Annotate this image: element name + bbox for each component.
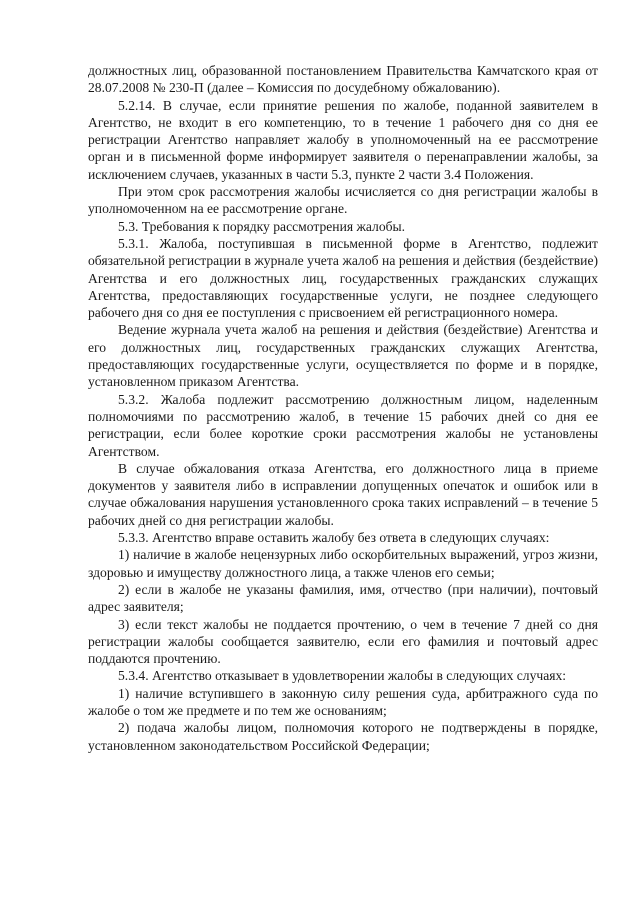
- paragraph-term-calculation: При этом срок рассмотрения жалобы исчисляется со дня регистрации жалобы в уполномоченном на ее рассмотрение органе.: [88, 184, 598, 217]
- list-item-5-3-4-2: 2) подача жалобы лицом, полномочия которого не подтверждены в порядке, установленном законодательством Российской Федерации;: [88, 720, 598, 753]
- paragraph-commission-continuation: должностных лиц, образованной постановлением Правительства Камчатского края от 28.07.2008 № 230-П (далее – Комиссия по досудебному обжалованию).: [88, 63, 598, 96]
- paragraph-refusal-appeal: В случае обжалования отказа Агентства, его должностного лица в приеме документов у заявителя либо в исправлении допущенных опечаток и ошибок или в случае обжалования нарушения установленного срока таких исправлений – в течение 5 рабочих дней со дня регистрации жалобы.: [88, 460, 598, 528]
- paragraph-5-3-1: 5.3.1. Жалоба, поступившая в письменной форме в Агентство, подлежит обязательной регистрации в журнале учета жалоб на решения и действия (бездействие) Агентства и его должностных лиц, государственных гражданских служащих Агентства, предоставляющих государственные услуги, не позднее следующего рабочего дня со дня ее поступления с присвоением ей регистрационного номера.: [88, 235, 598, 321]
- paragraph-5-3-heading: 5.3. Требования к порядку рассмотрения жалобы.: [118, 218, 406, 234]
- paragraph-5-3-4: 5.3.4. Агентство отказывает в удовлетворении жалобы в следующих случаях:: [118, 668, 567, 684]
- list-item-5-3-4-1: 1) наличие вступившего в законную силу решения суда, арбитражного суда по жалобе о том же предмете и по тем же основаниям;: [88, 685, 598, 718]
- paragraph-5-3-3: 5.3.3. Агентство вправе оставить жалобу без ответа в следующих случаях:: [118, 530, 550, 546]
- document-page: [88, 62, 598, 754]
- paragraph-journal-keeping: Ведение журнала учета жалоб на решения и действия (бездействие) Агентства и его должностных лиц, государственных гражданских служащих Агентства, предоставляющих государственные услуги, осуществляется по форме и в порядке, установленном приказом Агентства.: [88, 322, 598, 390]
- list-item-5-3-3-2: 2) если в жалобе не указаны фамилия, имя, отчество (при наличии), почтовый адрес заявителя;: [88, 581, 598, 615]
- paragraph-5-2-14: 5.2.14. В случае, если принятие решения по жалобе, поданной заявителем в Агентство, не входит в его компетенцию, то в течение 1 рабочего дня со дня ее регистрации Агентство направляет жалобу в уполномоченный на ее рассмотрение орган и в письменной форме информирует заявителя о перенаправлении жалобы, за исключением случаев, указанных в части 5.3, пункте 2 части 3.4 Положения.: [88, 97, 598, 182]
- list-item-5-3-3-1: 1) наличие в жалобе нецензурных либо оскорбительных выражений, угроз жизни, здоровью и имуществу должностного лица, а также членов его семьи;: [88, 547, 598, 580]
- list-item-5-3-3-3: 3) если текст жалобы не поддается прочтению, о чем в течение 7 дней со дня регистрации жалобы сообщается заявителю, если его фамилия и почтовый адрес поддаются прочтению.: [88, 616, 598, 667]
- paragraph-5-3-2: 5.3.2. Жалоба подлежит рассмотрению должностным лицом, наделенным полномочиями по рассмотрению жалоб, в течение 15 рабочих дней со дня ее регистрации, если более короткие сроки рассмотрения жалобы не установлены Агентством.: [88, 391, 598, 459]
